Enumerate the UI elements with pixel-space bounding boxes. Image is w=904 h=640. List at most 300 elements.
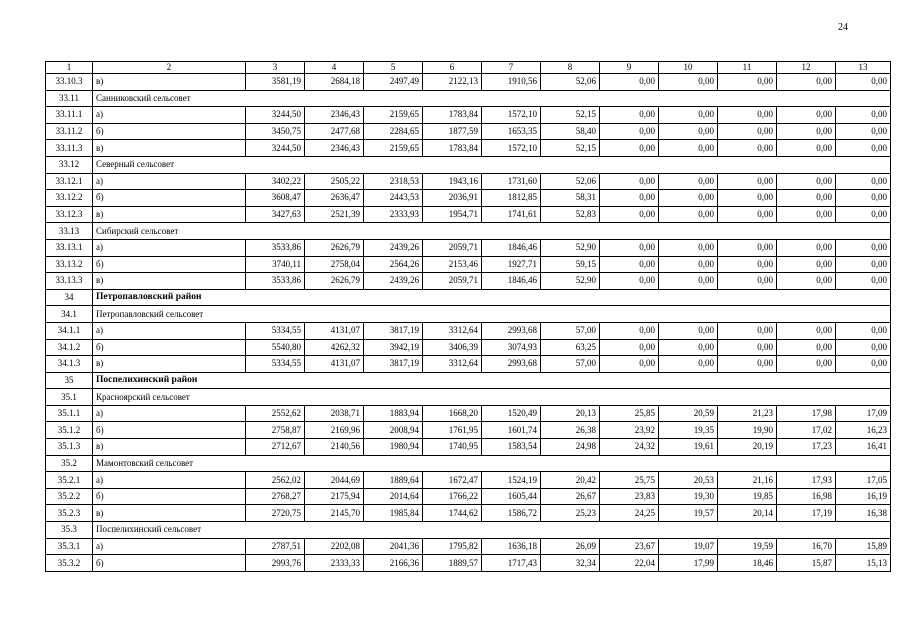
row-code: 35.1.2 [46,422,93,439]
row-code: 35.2.2 [46,488,93,505]
row-variant: а) [93,239,246,256]
row-code: 35 [46,372,93,389]
value-cell: 19,07 [659,538,718,555]
value-cell: 17,09 [836,405,891,422]
value-cell: 4131,07 [305,356,364,373]
value-cell: 1783,84 [423,107,482,124]
value-cell: 19,59 [718,538,777,555]
value-cell: 0,00 [600,107,659,124]
empty-span-cell [246,522,891,539]
table-row [46,488,891,505]
value-cell: 2552,62 [246,405,305,422]
settlement-row [46,306,891,323]
value-cell: 3074,93 [482,339,541,356]
row-variant: а) [93,538,246,555]
value-cell: 24,25 [600,505,659,522]
value-cell: 1731,60 [482,173,541,190]
value-cell: 2059,71 [423,239,482,256]
value-cell: 15,13 [836,555,891,572]
value-cell: 0,00 [777,356,836,373]
row-title: Поспелихинский сельсовет [93,522,246,539]
empty-span-cell [246,455,891,472]
value-cell: 2564,26 [364,256,423,273]
value-cell: 0,00 [718,339,777,356]
value-cell: 0,00 [836,190,891,207]
value-cell: 58,31 [541,190,600,207]
row-variant: б) [93,488,246,505]
value-cell: 1766,22 [423,488,482,505]
row-code: 34.1 [46,306,93,323]
settlement-row [46,522,891,539]
value-cell: 19,30 [659,488,718,505]
row-code: 35.2 [46,455,93,472]
table-row [46,322,891,339]
value-cell: 0,00 [600,74,659,91]
value-cell: 0,00 [836,339,891,356]
value-cell: 4262,32 [305,339,364,356]
value-cell: 0,00 [777,339,836,356]
table-row [46,422,891,439]
value-cell: 17,02 [777,422,836,439]
value-cell: 0,00 [659,273,718,290]
value-cell: 20,14 [718,505,777,522]
value-cell: 0,00 [836,322,891,339]
value-cell: 1744,62 [423,505,482,522]
table-row [46,140,891,157]
value-cell: 3406,39 [423,339,482,356]
value-cell: 0,00 [659,239,718,256]
column-number-cell: 3 [246,62,305,74]
row-code: 35.1.1 [46,405,93,422]
value-cell: 3740,11 [246,256,305,273]
value-cell: 26,38 [541,422,600,439]
value-cell: 0,00 [600,173,659,190]
value-cell: 0,00 [836,206,891,223]
value-cell: 2720,75 [246,505,305,522]
value-cell: 1795,82 [423,538,482,555]
value-cell: 25,75 [600,472,659,489]
row-code: 35.2.3 [46,505,93,522]
value-cell: 2712,67 [246,439,305,456]
value-cell: 0,00 [836,273,891,290]
value-cell: 2993,76 [246,555,305,572]
settlement-row [46,223,891,240]
row-variant: а) [93,472,246,489]
row-code: 33.12.1 [46,173,93,190]
row-title: Поспелихинский район [93,372,246,389]
row-variant: б) [93,256,246,273]
value-cell: 16,38 [836,505,891,522]
table-row [46,339,891,356]
value-cell: 3402,22 [246,173,305,190]
column-number-cell: 9 [600,62,659,74]
value-cell: 19,61 [659,439,718,456]
row-variant: в) [93,74,246,91]
value-cell: 2636,47 [305,190,364,207]
value-cell: 19,85 [718,488,777,505]
value-cell: 2443,53 [364,190,423,207]
row-code: 33.13.3 [46,273,93,290]
value-cell: 2626,79 [305,273,364,290]
value-cell: 3817,19 [364,322,423,339]
row-title: Петропавловский район [93,289,246,306]
value-cell: 23,67 [600,538,659,555]
value-cell: 2059,71 [423,273,482,290]
value-cell: 32,34 [541,555,600,572]
value-cell: 0,00 [836,123,891,140]
tariff-table [45,61,891,572]
row-code: 33.10.3 [46,74,93,91]
value-cell: 3450,75 [246,123,305,140]
value-cell: 0,00 [659,322,718,339]
row-variant: а) [93,107,246,124]
row-title: Сибирский сельсовет [93,223,246,240]
value-cell: 4131,07 [305,322,364,339]
row-code: 35.1.3 [46,439,93,456]
settlement-row [46,455,891,472]
value-cell: 2497,49 [364,74,423,91]
row-code: 33.13 [46,223,93,240]
value-cell: 2993,68 [482,356,541,373]
row-code: 34.1.3 [46,356,93,373]
value-cell: 0,00 [659,107,718,124]
column-number-cell: 6 [423,62,482,74]
column-number-cell: 5 [364,62,423,74]
value-cell: 1877,59 [423,123,482,140]
value-cell: 2036,91 [423,190,482,207]
value-cell: 57,00 [541,322,600,339]
value-cell: 2318,53 [364,173,423,190]
row-title: Мамонтовский сельсовет [93,455,246,472]
value-cell: 0,00 [659,173,718,190]
value-cell: 0,00 [659,123,718,140]
value-cell: 1740,95 [423,439,482,456]
value-cell: 0,00 [600,273,659,290]
row-code: 33.11.2 [46,123,93,140]
row-title: Красноярский сельсовет [93,389,246,406]
value-cell: 2014,64 [364,488,423,505]
value-cell: 2993,68 [482,322,541,339]
value-cell: 3608,47 [246,190,305,207]
value-cell: 2477,68 [305,123,364,140]
value-cell: 0,00 [777,322,836,339]
value-cell: 5334,55 [246,356,305,373]
value-cell: 26,09 [541,538,600,555]
row-variant: б) [93,422,246,439]
value-cell: 3244,50 [246,140,305,157]
value-cell: 20,42 [541,472,600,489]
value-cell: 1889,64 [364,472,423,489]
value-cell: 1583,54 [482,439,541,456]
row-code: 34 [46,289,93,306]
value-cell: 1889,57 [423,555,482,572]
value-cell: 0,00 [659,339,718,356]
column-number-cell: 7 [482,62,541,74]
value-cell: 52,06 [541,74,600,91]
value-cell: 2041,36 [364,538,423,555]
value-cell: 0,00 [777,206,836,223]
value-cell: 1846,46 [482,273,541,290]
column-number-cell: 10 [659,62,718,74]
value-cell: 1653,35 [482,123,541,140]
value-cell: 0,00 [718,190,777,207]
value-cell: 2202,08 [305,538,364,555]
value-cell: 0,00 [600,322,659,339]
value-cell: 19,90 [718,422,777,439]
value-cell: 3312,64 [423,322,482,339]
value-cell: 2153,46 [423,256,482,273]
value-cell: 0,00 [600,256,659,273]
value-cell: 20,13 [541,405,600,422]
row-code: 34.1.2 [46,339,93,356]
value-cell: 2787,51 [246,538,305,555]
value-cell: 0,00 [718,239,777,256]
row-code: 34.1.1 [46,322,93,339]
row-variant: в) [93,206,246,223]
row-code: 33.11.1 [46,107,93,124]
column-number-cell: 2 [93,62,246,74]
table-row [46,74,891,91]
value-cell: 1636,18 [482,538,541,555]
value-cell: 0,00 [718,173,777,190]
value-cell: 2333,33 [305,555,364,572]
value-cell: 57,00 [541,356,600,373]
value-cell: 0,00 [659,256,718,273]
value-cell: 2159,65 [364,140,423,157]
value-cell: 0,00 [836,256,891,273]
value-cell: 1672,47 [423,472,482,489]
row-title: Санниковский сельсовет [93,90,246,107]
value-cell: 2175,94 [305,488,364,505]
value-cell: 0,00 [718,322,777,339]
table-row [46,256,891,273]
column-number-row [46,62,891,74]
empty-span-cell [246,372,891,389]
value-cell: 52,90 [541,239,600,256]
table-row [46,439,891,456]
value-cell: 3244,50 [246,107,305,124]
value-cell: 1601,74 [482,422,541,439]
value-cell: 0,00 [718,74,777,91]
page-number: 24 [838,22,848,33]
value-cell: 1927,71 [482,256,541,273]
value-cell: 3581,19 [246,74,305,91]
value-cell: 1761,95 [423,422,482,439]
value-cell: 0,00 [600,239,659,256]
value-cell: 1943,16 [423,173,482,190]
value-cell: 17,05 [836,472,891,489]
value-cell: 0,00 [659,356,718,373]
row-variant: а) [93,405,246,422]
value-cell: 0,00 [836,74,891,91]
value-cell: 17,98 [777,405,836,422]
value-cell: 1586,72 [482,505,541,522]
value-cell: 24,98 [541,439,600,456]
value-cell: 18,46 [718,555,777,572]
table-row [46,273,891,290]
value-cell: 1883,94 [364,405,423,422]
value-cell: 1668,20 [423,405,482,422]
row-code: 35.3 [46,522,93,539]
value-cell: 59,15 [541,256,600,273]
value-cell: 2346,43 [305,140,364,157]
value-cell: 2505,22 [305,173,364,190]
value-cell: 1524,19 [482,472,541,489]
value-cell: 19,35 [659,422,718,439]
value-cell: 25,23 [541,505,600,522]
value-cell: 63,25 [541,339,600,356]
value-cell: 2562,02 [246,472,305,489]
value-cell: 2145,70 [305,505,364,522]
table-row [46,190,891,207]
value-cell: 16,98 [777,488,836,505]
value-cell: 2758,04 [305,256,364,273]
value-cell: 1846,46 [482,239,541,256]
value-cell: 16,41 [836,439,891,456]
value-cell: 0,00 [659,140,718,157]
value-cell: 17,19 [777,505,836,522]
value-cell: 2159,65 [364,107,423,124]
row-variant: в) [93,140,246,157]
row-variant: б) [93,555,246,572]
value-cell: 19,57 [659,505,718,522]
value-cell: 17,93 [777,472,836,489]
value-cell: 25,85 [600,405,659,422]
row-variant: в) [93,356,246,373]
table-row [46,538,891,555]
value-cell: 2684,18 [305,74,364,91]
value-cell: 0,00 [836,140,891,157]
value-cell: 3533,86 [246,273,305,290]
value-cell: 15,87 [777,555,836,572]
empty-span-cell [246,90,891,107]
row-code: 33.12.2 [46,190,93,207]
table-row [46,206,891,223]
value-cell: 1954,71 [423,206,482,223]
value-cell: 5334,55 [246,322,305,339]
value-cell: 52,15 [541,140,600,157]
value-cell: 0,00 [600,356,659,373]
value-cell: 0,00 [718,107,777,124]
value-cell: 0,00 [600,339,659,356]
value-cell: 15,89 [836,538,891,555]
value-cell: 2122,13 [423,74,482,91]
value-cell: 0,00 [718,123,777,140]
column-number-cell: 13 [836,62,891,74]
value-cell: 0,00 [659,206,718,223]
value-cell: 52,06 [541,173,600,190]
value-cell: 20,53 [659,472,718,489]
empty-span-cell [246,306,891,323]
value-cell: 20,59 [659,405,718,422]
value-cell: 23,83 [600,488,659,505]
value-cell: 0,00 [659,190,718,207]
value-cell: 21,23 [718,405,777,422]
table-row [46,505,891,522]
value-cell: 3942,19 [364,339,423,356]
value-cell: 0,00 [777,140,836,157]
table-row [46,555,891,572]
table-row [46,472,891,489]
value-cell: 1741,61 [482,206,541,223]
value-cell: 2768,27 [246,488,305,505]
value-cell: 1980,94 [364,439,423,456]
value-cell: 0,00 [777,107,836,124]
table-row [46,356,891,373]
value-cell: 0,00 [600,140,659,157]
district-row [46,372,891,389]
value-cell: 26,67 [541,488,600,505]
district-row [46,289,891,306]
value-cell: 20,19 [718,439,777,456]
table-row [46,107,891,124]
row-variant: б) [93,339,246,356]
row-variant: в) [93,273,246,290]
value-cell: 1985,84 [364,505,423,522]
value-cell: 0,00 [836,173,891,190]
value-cell: 2626,79 [305,239,364,256]
value-cell: 52,83 [541,206,600,223]
row-code: 35.3.2 [46,555,93,572]
value-cell: 17,23 [777,439,836,456]
settlement-row [46,90,891,107]
value-cell: 1605,44 [482,488,541,505]
value-cell: 0,00 [600,206,659,223]
value-cell: 17,99 [659,555,718,572]
empty-span-cell [246,223,891,240]
value-cell: 16,19 [836,488,891,505]
value-cell: 0,00 [718,273,777,290]
table-row [46,173,891,190]
value-cell: 2169,96 [305,422,364,439]
value-cell: 3533,86 [246,239,305,256]
column-number-cell: 8 [541,62,600,74]
empty-span-cell [246,156,891,173]
row-title: Петропавловский сельсовет [93,306,246,323]
value-cell: 2439,26 [364,273,423,290]
row-code: 33.13.1 [46,239,93,256]
value-cell: 0,00 [600,190,659,207]
value-cell: 1783,84 [423,140,482,157]
value-cell: 2038,71 [305,405,364,422]
value-cell: 3817,19 [364,356,423,373]
value-cell: 0,00 [777,273,836,290]
empty-span-cell [246,289,891,306]
table-row [46,123,891,140]
column-number-cell: 12 [777,62,836,74]
value-cell: 5540,80 [246,339,305,356]
column-number-cell: 1 [46,62,93,74]
value-cell: 16,23 [836,422,891,439]
row-code: 35.1 [46,389,93,406]
value-cell: 2333,93 [364,206,423,223]
table-row [46,405,891,422]
value-cell: 2008,94 [364,422,423,439]
value-cell: 0,00 [836,107,891,124]
value-cell: 24,32 [600,439,659,456]
value-cell: 0,00 [777,173,836,190]
row-code: 33.12 [46,156,93,173]
row-code: 35.3.1 [46,538,93,555]
value-cell: 21,16 [718,472,777,489]
value-cell: 0,00 [718,140,777,157]
row-variant: а) [93,173,246,190]
value-cell: 0,00 [836,239,891,256]
value-cell: 2044,69 [305,472,364,489]
value-cell: 2166,36 [364,555,423,572]
value-cell: 1572,10 [482,107,541,124]
value-cell: 2758,87 [246,422,305,439]
